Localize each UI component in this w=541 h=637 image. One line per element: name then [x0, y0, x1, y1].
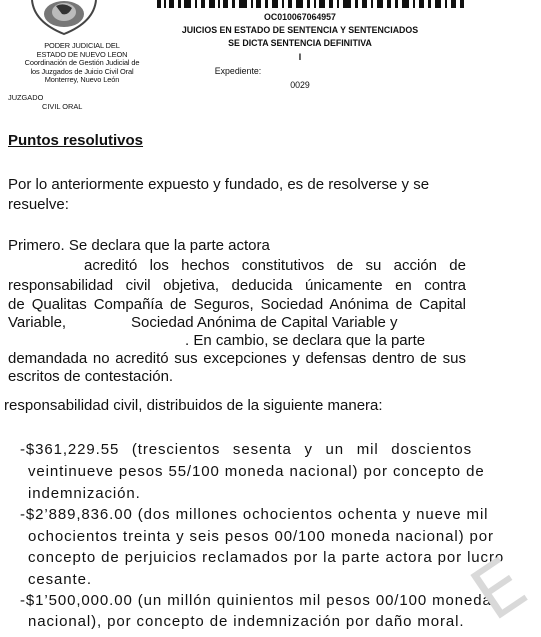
primero-line-6: . En cambio, se declara que la parte — [185, 332, 426, 349]
document-title-line-1: JUICIOS EN ESTADO DE SENTENCIA Y SENTENCIADOS — [181, 25, 419, 35]
juzgado-line-2: CIVIL ORAL — [42, 101, 83, 111]
intro-line-1: Por lo anteriormente expuesto y fundado, es de resolverse y se — [8, 176, 430, 193]
org-line-5: Monterrey, Nuevo León — [44, 75, 120, 85]
intro-line-2: resuelve: — [8, 196, 69, 213]
org-line-3: Coordinación de Gestión Judicial de — [24, 58, 140, 68]
primero-line-7: demandada no acreditó sus excepciones y defensas dentro de sus — [8, 350, 466, 367]
primero-line-3: responsabilidad civil objetiva, deducida únicamente en contra — [8, 277, 466, 294]
document-title-line-2: SE DICTA SENTENCIA DEFINITIVA — [228, 38, 372, 48]
document-title-extra: I — [298, 52, 302, 62]
item-2-line-3: concepto de perjuicios reclamados por la parte actora por lucro — [28, 549, 505, 566]
org-line-4: los Juzgados de Juicio Civil Oral — [30, 66, 134, 76]
primero-line-5b: Sociedad Anónima de Capital Variable y — [131, 314, 398, 331]
item-3-line-2: nacional), por concepto de indemnización por daño moral. — [28, 613, 465, 630]
item-2-line-1: -$2’889,836.00 (dos millones ochocientos ochenta y nueve mil — [20, 506, 489, 523]
juzgado-line-1: JUZGADO — [8, 93, 44, 102]
primero-line-1: Primero. Se declara que la parte actora — [8, 237, 270, 254]
item-3-line-1: -$1’500,000.00 (un millón quinientos mil pesos 00/100 moneda — [20, 592, 492, 609]
primero-line-5a: Variable, — [8, 314, 67, 331]
primero-line-8: escritos de contestación. — [8, 368, 174, 385]
primero-line-4: de Qualitas Compañía de Seguros, Sociedad Anónima de Capital — [8, 296, 466, 313]
org-line-2: ESTADO DE NUEVO LEON — [36, 49, 128, 59]
juzgado-label — [8, 94, 82, 111]
watermark: E — [455, 541, 541, 637]
expediente-label: Expediente: — [214, 66, 262, 76]
item-1-line-2: veintinueve pesos 55/100 moneda nacional) por concepto de — [28, 463, 485, 480]
org-line-1: PODER JUDICIAL DEL — [44, 41, 120, 50]
item-2-line-2: ochocientos treinta y seis pesos 00/100 moneda nacional) por — [28, 528, 494, 545]
item-2-line-4: cesante. — [28, 571, 92, 588]
barcode — [157, 0, 469, 8]
court-organization — [4, 42, 160, 85]
expediente-value: 0029 — [290, 80, 310, 90]
responsabilidad-line: responsabilidad civil, distribuidos de la siguiente manera: — [4, 397, 383, 414]
section-heading: Puntos resolutivos — [8, 132, 144, 149]
coat-of-arms-seal — [28, 0, 100, 40]
item-1-line-3: indemnización. — [28, 485, 141, 502]
item-1-line-1: -$361,229.55 (trescientos sesenta y un mil doscientos — [20, 441, 472, 458]
primero-line-2: acreditó los hechos constitutivos de su acción de — [84, 257, 466, 274]
document-code: OC010067064957 — [264, 12, 336, 22]
